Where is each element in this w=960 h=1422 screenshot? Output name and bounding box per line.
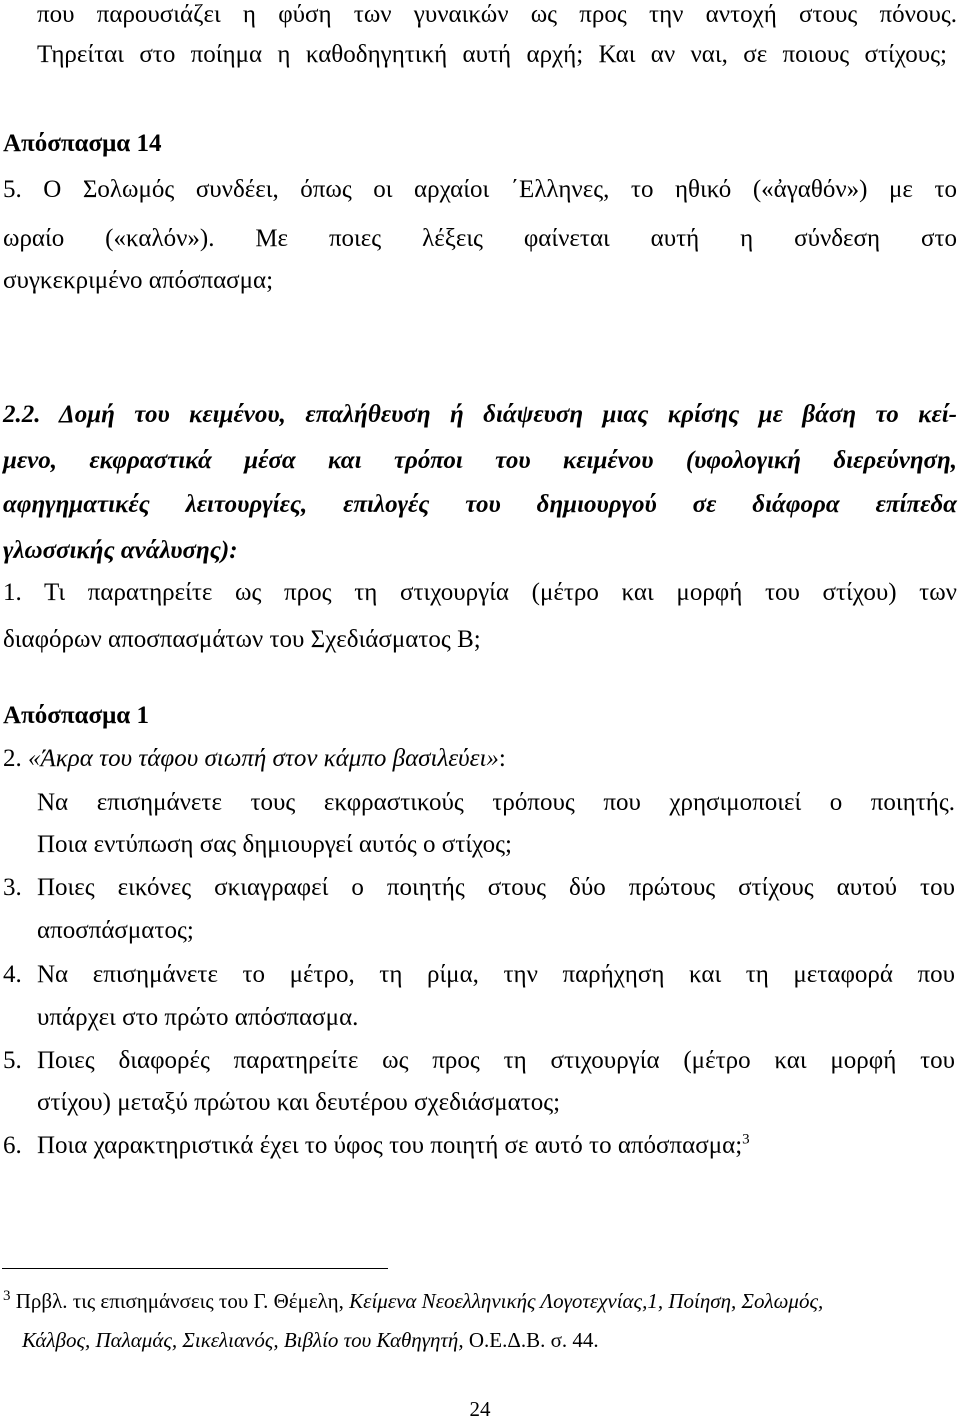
footnote-title: Κάλβος, Παλαμάς, Σικελιανός, Βιβλίο του Καθηγητή,	[22, 1328, 464, 1352]
page-number: 24	[469, 1397, 491, 1421]
question-text: Ποια χαρακτηριστικά έχει το ύφος του ποιητή σε αυτό το απόσπασμα;	[37, 1132, 743, 1159]
question-line: ωραίο («καλόν»). Με ποιες λέξεις φαίνεται αυτή η σύνδεση στο	[3, 225, 957, 252]
question-line: Να επισημάνετε το μέτρο, τη ρίμα, την παρήχηση και τη μεταφορά που	[37, 961, 955, 988]
subsection-heading: γλωσσικής ανάλυσης):	[3, 537, 238, 564]
question-number: 5.	[3, 1047, 22, 1074]
footnote-text: Πρβλ. τις επισημάνσεις του Γ. Θέμελη,	[10, 1289, 350, 1313]
question-line: συγκεκριμένο απόσπασμα;	[3, 267, 274, 294]
question-line: στίχου) μεταξύ πρώτου και δευτέρου σχεδιάσματος;	[37, 1089, 561, 1116]
footnote-title: Κείμενα Νεοελληνικής Λογοτεχνίας,1, Ποίηση, Σολωμός,	[349, 1289, 824, 1313]
question-line: 5. Ο Σολωμός συνδέει, όπως οι αρχαίοι ΄Ελληνες, το ηθικό («ἀγαθόν») με το	[3, 176, 957, 203]
section-heading: Απόσπασμα 1	[3, 702, 149, 729]
footnote-separator	[2, 1268, 388, 1269]
question-line: Ποιες διαφορές παρατηρείτε ως προς τη στιχουργία (μέτρο και μορφή του	[37, 1047, 955, 1074]
colon: :	[498, 745, 506, 772]
question-line: 1. Τι παρατηρείτε ως προς τη στιχουργία (μέτρο και μορφή του στίχου) των	[3, 579, 957, 606]
question-line: Ποια εντύπωση σας δημιουργεί αυτός ο στίχος;	[37, 831, 512, 858]
verse-quote: «Άκρα του τάφου σιωπή στον κάμπο βασιλεύει»	[28, 745, 499, 772]
footnote-text: Ο.Ε.Δ.Β. σ. 44.	[463, 1328, 599, 1352]
paragraph-line: που παρουσιάζει η φύση των γυναικών ως προς την αντοχή στους πόνους.	[37, 1, 957, 28]
question-number: 4.	[3, 961, 22, 988]
question-line: υπάρχει στο πρώτο απόσπασμα.	[37, 1004, 359, 1031]
question-line: Να επισημάνετε τους εκφραστικούς τρόπους που χρησιμοποιεί ο ποιητής.	[37, 789, 955, 816]
question-line	[37, 1131, 750, 1161]
subsection-heading: 2.2. Δομή του κειμένου, επαλήθευση ή διάψευση μιας κρίσης με βάση το κεί-	[3, 401, 957, 428]
subsection-heading: αφηγηματικές λειτουργίες, επιλογές του δημιουργού σε διάφορα επίπεδα	[3, 491, 957, 518]
footnote-mark: 3	[3, 1288, 11, 1304]
footnote-line	[22, 1327, 599, 1353]
question-line	[3, 744, 506, 774]
question-line: αποσπάσματος;	[37, 917, 194, 944]
question-number: 3.	[3, 874, 22, 901]
footnote-reference: 3	[742, 1131, 750, 1148]
question-number: 2.	[3, 745, 22, 772]
question-line: διαφόρων αποσπασμάτων του Σχεδιάσματος Β;	[3, 626, 481, 653]
section-heading: Απόσπασμα 14	[3, 130, 162, 157]
question-line: Ποιες εικόνες σκιαγραφεί ο ποιητής στους δύο πρώτους στίχους αυτού του	[37, 874, 955, 901]
question-number: 6.	[3, 1132, 22, 1159]
footnote-line	[3, 1288, 823, 1314]
subsection-heading: μενο, εκφραστικά μέσα και τρόποι του κειμένου (υφολογική διερεύνηση,	[3, 447, 957, 474]
paragraph-line: Τηρείται στο ποίημα η καθοδηγητική αυτή αρχή; Και αν ναι, σε ποιους στίχους;	[37, 41, 947, 68]
